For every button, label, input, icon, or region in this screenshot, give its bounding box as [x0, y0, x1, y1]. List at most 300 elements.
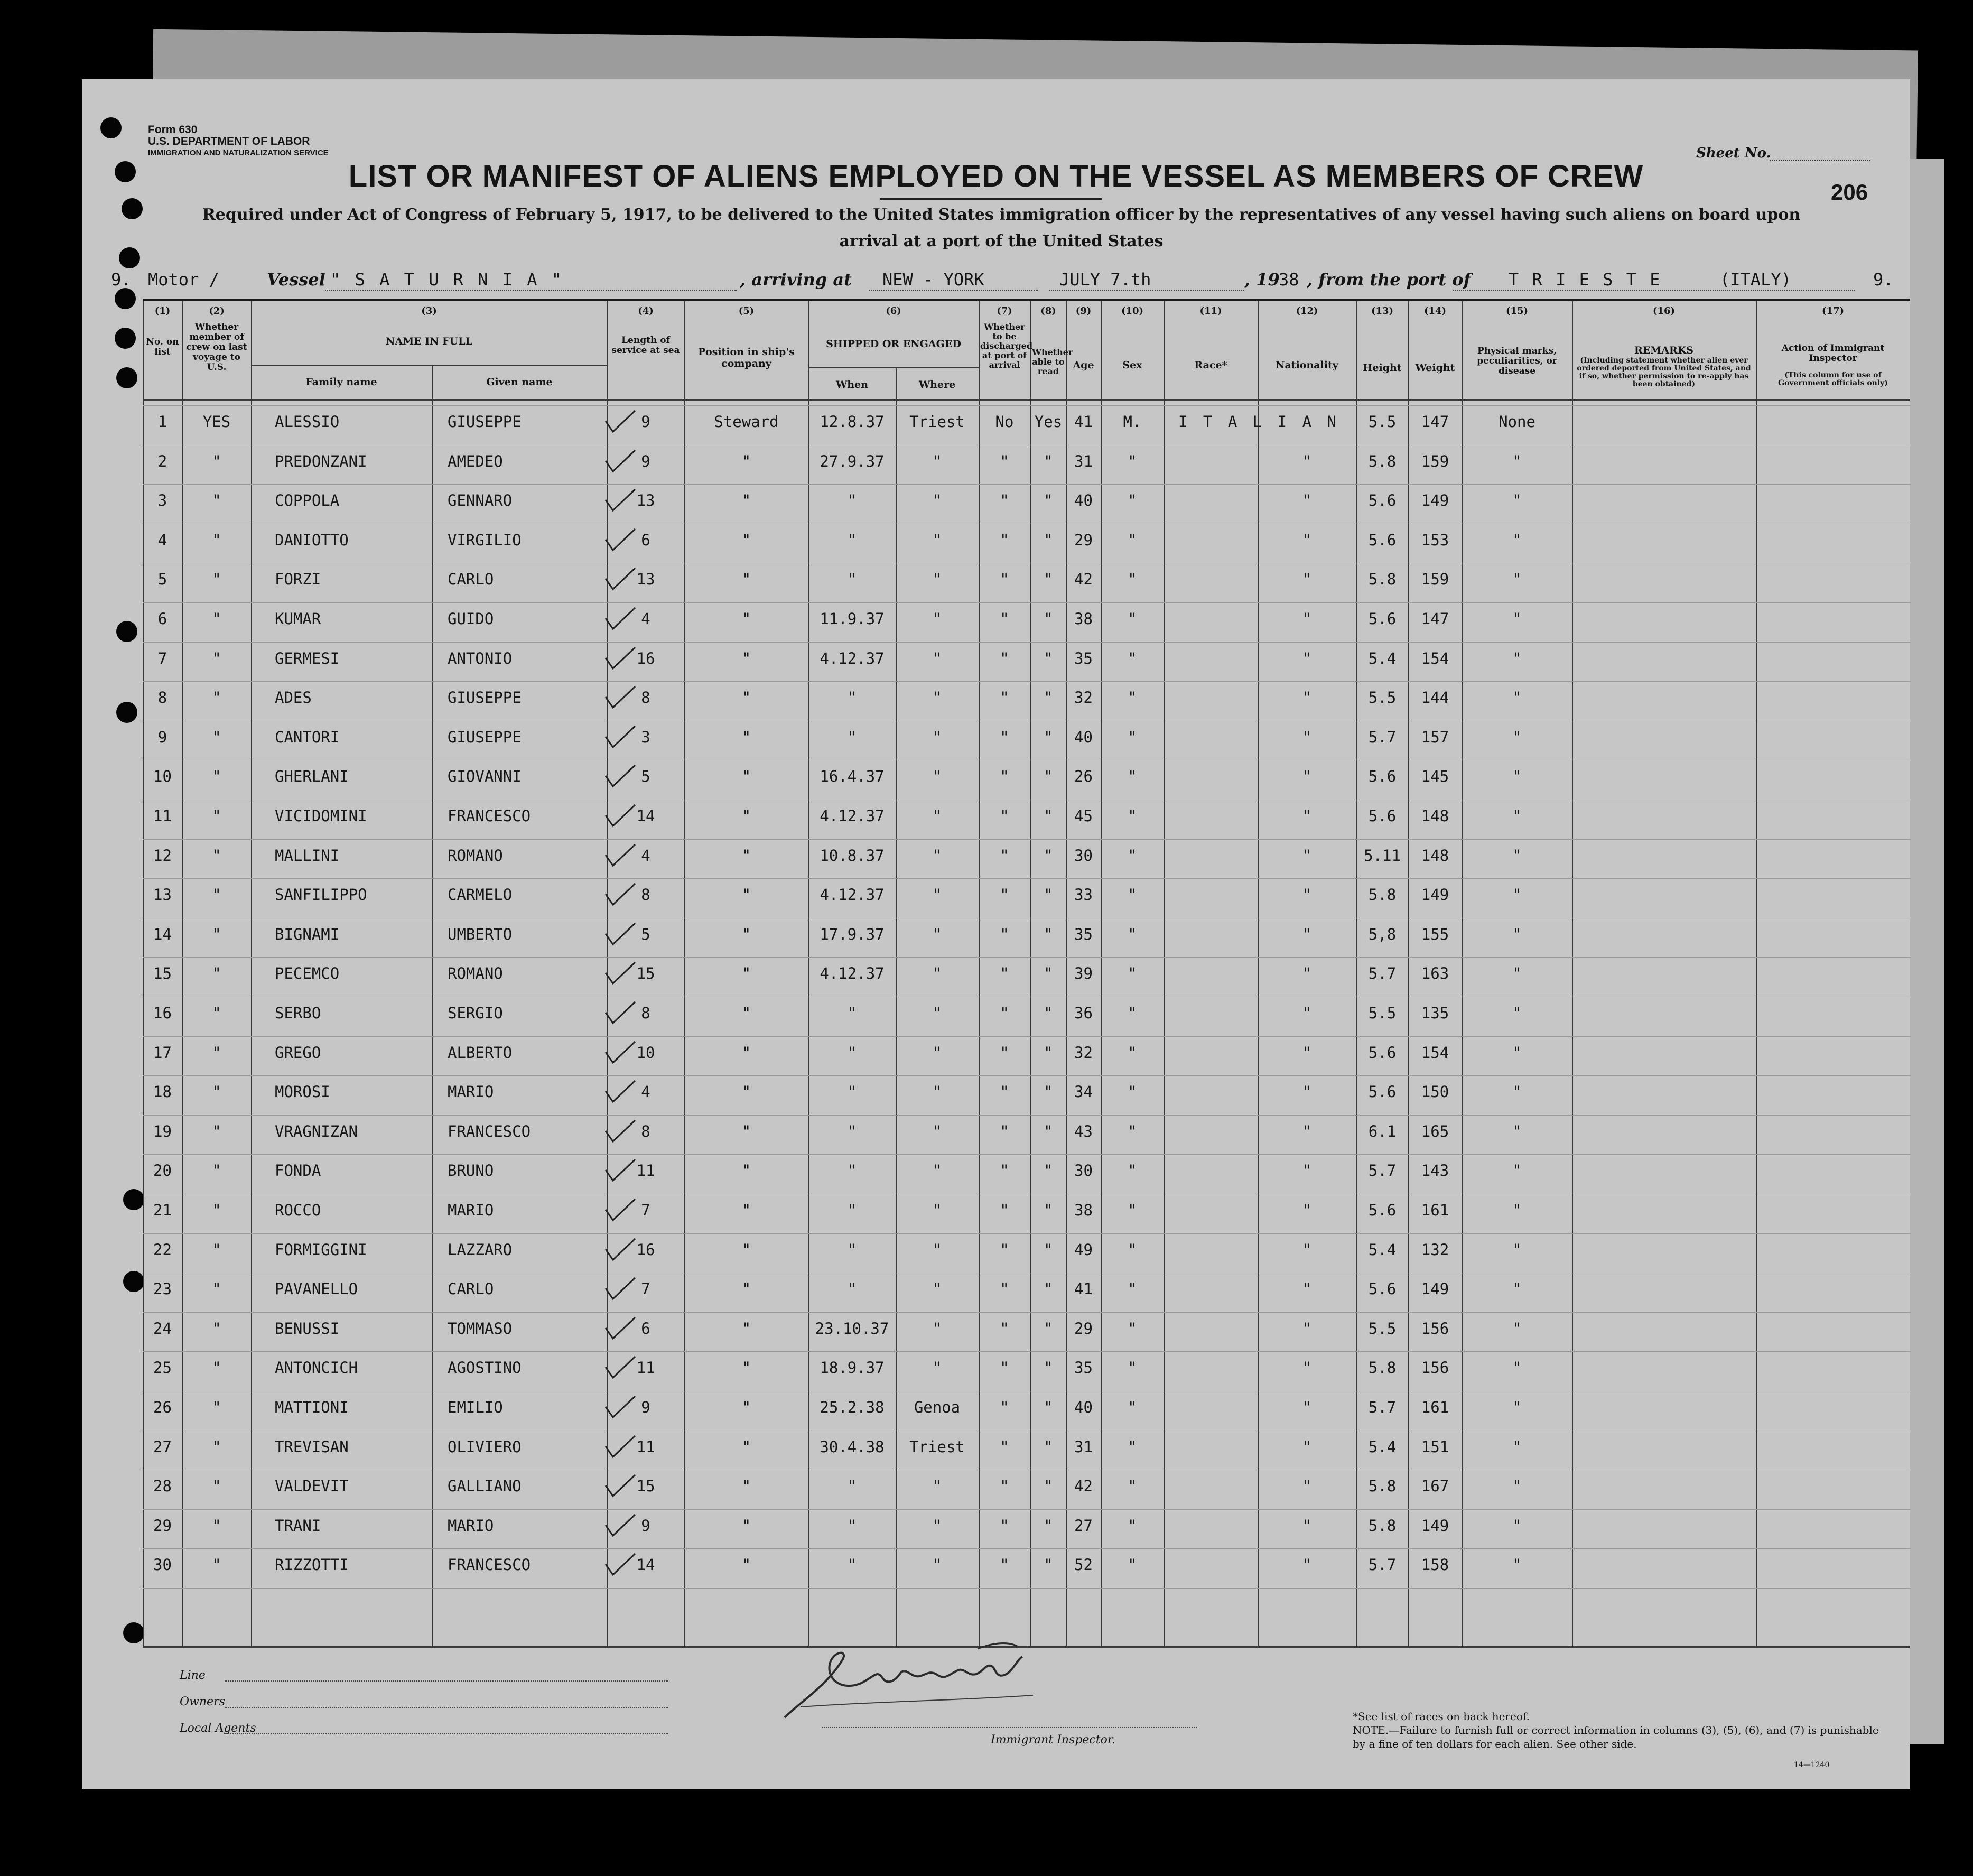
cell-marks: ": [1512, 1083, 1522, 1101]
cell-nat: ": [1302, 925, 1312, 943]
cell-no: 18: [153, 1083, 172, 1101]
cell-prev: ": [212, 767, 221, 785]
cell-discharged: ": [1000, 1241, 1009, 1259]
cell-position: ": [741, 1122, 751, 1140]
check-mark-icon: [602, 1237, 639, 1263]
cell-weight: 132: [1421, 1241, 1449, 1259]
cell-age: 34: [1074, 1083, 1093, 1101]
cell-height: 5,8: [1368, 925, 1397, 943]
cell-age: 52: [1074, 1556, 1093, 1574]
cell-discharged: No: [995, 413, 1014, 431]
cell-service: 16: [636, 649, 655, 667]
cell-prev: ": [212, 1438, 221, 1456]
cell-marks: ": [1512, 531, 1522, 549]
cell-where: ": [932, 1122, 942, 1140]
cell-age: 31: [1074, 1438, 1093, 1456]
cell-given: GIUSEPPE: [448, 413, 522, 431]
cell-prev: ": [212, 1162, 221, 1180]
row-rule: [143, 642, 1910, 643]
check-mark-icon: [602, 842, 639, 869]
cell-given: MARIO: [448, 1517, 494, 1535]
cell-height: 5.7: [1368, 1162, 1397, 1180]
cell-prev: ": [212, 847, 221, 865]
cell-sex: ": [1128, 1201, 1137, 1219]
cell-weight: 147: [1421, 610, 1449, 628]
cell-discharged: ": [1000, 1320, 1009, 1338]
cell-no: 23: [153, 1280, 172, 1298]
cell-when: ": [847, 1556, 857, 1574]
column-number-c2: (2): [209, 305, 225, 317]
cell-position: ": [741, 1517, 751, 1535]
cell-position: Steward: [714, 413, 779, 431]
cell-sex: ": [1128, 886, 1137, 904]
cell-discharged: ": [1000, 1556, 1009, 1574]
cell-height: 5.8: [1368, 1359, 1397, 1377]
cell-read: ": [1044, 728, 1053, 746]
cell-discharged: ": [1000, 649, 1009, 667]
cell-when: 17.9.37: [820, 925, 885, 943]
cell-marks: ": [1512, 1556, 1522, 1574]
column-number-c17: (17): [1821, 305, 1845, 317]
cell-position: ": [741, 1241, 751, 1259]
cell-when: ": [847, 491, 857, 509]
cell-height: 5.7: [1368, 728, 1397, 746]
from-port: T R I E S T E: [1509, 270, 1662, 290]
cell-weight: 149: [1421, 491, 1449, 509]
page-subtitle: Required under Act of Congress of February 5, 1917, to be delivered to the United States immigration officer by the representatives of any vessel having such aliens on board upon arrival at a port of the United States: [202, 206, 1801, 250]
column-subheader-given: Given name: [486, 376, 553, 388]
cell-height: 5.6: [1368, 767, 1397, 785]
cell-discharged: ": [1000, 1359, 1009, 1377]
cell-weight: 165: [1421, 1122, 1449, 1140]
cell-weight: 163: [1421, 964, 1449, 982]
cell-marks: ": [1512, 1320, 1522, 1338]
cell-read: ": [1044, 847, 1053, 865]
header-bottom-rule: [143, 399, 1910, 401]
cell-given: FRANCESCO: [448, 1122, 531, 1140]
cell-when: ": [847, 689, 857, 707]
punch-hole: [122, 198, 143, 219]
cell-weight: 159: [1421, 452, 1449, 470]
cell-given: UMBERTO: [448, 925, 513, 943]
cell-service: 14: [636, 1556, 655, 1574]
row-rule: [143, 1115, 1910, 1116]
check-mark-icon: [602, 960, 639, 987]
cell-nat: ": [1302, 531, 1312, 549]
cell-no: 24: [153, 1320, 172, 1338]
cell-marks: ": [1512, 1517, 1522, 1535]
cell-sex: ": [1128, 925, 1137, 943]
cell-service: 15: [636, 1477, 655, 1495]
cell-no: 6: [157, 610, 167, 628]
cell-height: 5.8: [1368, 570, 1397, 588]
cell-when: ": [847, 1162, 857, 1180]
cell-read: ": [1044, 886, 1053, 904]
check-mark-icon: [602, 1315, 639, 1342]
cell-sex: ": [1128, 1280, 1137, 1298]
cell-position: ": [741, 1201, 751, 1219]
cell-prev: ": [212, 807, 221, 825]
cell-height: 5.11: [1364, 847, 1401, 865]
cell-family: GHERLANI: [275, 767, 349, 785]
cell-height: 6.1: [1368, 1122, 1397, 1140]
cell-given: ANTONIO: [448, 649, 513, 667]
cell-height: 5.4: [1368, 1241, 1397, 1259]
cell-where: ": [932, 1477, 942, 1495]
cell-marks: ": [1512, 1122, 1522, 1140]
cell-weight: 151: [1421, 1438, 1449, 1456]
check-mark-icon: [602, 1434, 639, 1460]
cell-height: 5.5: [1368, 689, 1397, 707]
cell-read: ": [1044, 964, 1053, 982]
cell-marks: ": [1512, 452, 1522, 470]
check-mark-icon: [602, 763, 639, 790]
line-number-left: 9.: [111, 270, 132, 290]
cell-where: ": [932, 1517, 942, 1535]
cell-marks: ": [1512, 1359, 1522, 1377]
cell-height: 5.6: [1368, 1044, 1397, 1062]
cell-sex: ": [1128, 1162, 1137, 1180]
cell-position: ": [741, 1320, 751, 1338]
cell-height: 5.8: [1368, 1517, 1397, 1535]
column-number-c9: (9): [1075, 305, 1092, 317]
cell-when: ": [847, 1044, 857, 1062]
cell-service: 3: [641, 728, 650, 746]
cell-height: 5.7: [1368, 1398, 1397, 1416]
cell-age: 41: [1074, 413, 1093, 431]
column-rule: [432, 365, 433, 1646]
cell-height: 5.8: [1368, 1477, 1397, 1495]
cell-where: ": [932, 1320, 942, 1338]
cell-read: ": [1044, 1083, 1053, 1101]
row-rule: [143, 1233, 1910, 1234]
cell-read: ": [1044, 1359, 1053, 1377]
cell-family: BIGNAMI: [275, 925, 340, 943]
cell-nat: ": [1302, 1438, 1312, 1456]
cell-where: ": [932, 767, 942, 785]
cell-prev: YES: [202, 413, 231, 431]
check-mark-icon: [602, 1079, 639, 1105]
column-number-c5: (5): [738, 305, 755, 317]
cell-given: LAZZARO: [448, 1241, 513, 1259]
cell-age: 36: [1074, 1004, 1093, 1022]
cell-given: AMEDEO: [448, 452, 503, 470]
cell-read: ": [1044, 1477, 1053, 1495]
cell-given: AGOSTINO: [448, 1359, 522, 1377]
cell-family: TRANI: [275, 1517, 321, 1535]
cell-prev: ": [212, 610, 221, 628]
cell-nat: ": [1302, 452, 1312, 470]
cell-no: 19: [153, 1122, 172, 1140]
column-header-c12: Nationality: [1276, 359, 1338, 371]
cell-marks: ": [1512, 886, 1522, 904]
cell-given: MARIO: [448, 1201, 494, 1219]
cell-prev: ": [212, 1122, 221, 1140]
cell-given: GIOVANNI: [448, 767, 522, 785]
cell-prev: ": [212, 1280, 221, 1298]
column-rule: [1572, 301, 1573, 1646]
vessel-line: [108, 264, 1894, 296]
cell-where: ": [932, 1241, 942, 1259]
row-rule: [143, 1351, 1910, 1352]
column-header-c16: REMARKS: [1634, 345, 1694, 356]
arrival-year: 38: [1279, 270, 1299, 290]
cell-read: ": [1044, 689, 1053, 707]
cell-nat: ": [1302, 689, 1312, 707]
column-header-c6: SHIPPED OR ENGAGED: [826, 338, 961, 350]
cell-height: 5.6: [1368, 1201, 1397, 1219]
cell-prev: ": [212, 1241, 221, 1259]
cell-sex: ": [1128, 689, 1137, 707]
cell-read: ": [1044, 807, 1053, 825]
cell-height: 5.6: [1368, 1083, 1397, 1101]
cell-given: ROMANO: [448, 847, 503, 865]
cell-when: ": [847, 1280, 857, 1298]
cell-when: ": [847, 570, 857, 588]
cell-height: 5.6: [1368, 491, 1397, 509]
cell-no: 27: [153, 1438, 172, 1456]
cell-service: 6: [641, 531, 650, 549]
cell-family: ANTONCICH: [275, 1359, 358, 1377]
cell-position: ": [741, 610, 751, 628]
column-header-c11: Race*: [1194, 359, 1227, 371]
cell-sex: ": [1128, 531, 1137, 549]
cell-family: COPPOLA: [275, 491, 340, 509]
cell-height: 5.5: [1368, 413, 1397, 431]
cell-age: 38: [1074, 1201, 1093, 1219]
cell-position: ": [741, 886, 751, 904]
column-header-c14: Weight: [1415, 362, 1455, 374]
arrival-date: JULY 7.th: [1059, 270, 1151, 290]
cell-position: ": [741, 767, 751, 785]
cell-height: 5.7: [1368, 1556, 1397, 1574]
cell-discharged: ": [1000, 1477, 1009, 1495]
vessel-label: Vessel: [267, 270, 325, 290]
cell-when: 23.10.37: [815, 1320, 889, 1338]
cell-nat: ": [1302, 1280, 1312, 1298]
cell-height: 5.6: [1368, 807, 1397, 825]
cell-discharged: ": [1000, 767, 1009, 785]
cell-age: 32: [1074, 1044, 1093, 1062]
cell-weight: 156: [1421, 1320, 1449, 1338]
form-number: Form 630 U.S. DEPARTMENT OF LABOR IMMIGRATION AND NATURALIZATION SERVICE: [148, 124, 329, 157]
cell-prev: ": [212, 531, 221, 549]
cell-discharged: ": [1000, 1044, 1009, 1062]
cell-age: 35: [1074, 1359, 1093, 1377]
cell-no: 8: [157, 689, 167, 707]
cell-service: 16: [636, 1241, 655, 1259]
row-rule: [143, 405, 1910, 406]
cell-position: ": [741, 1398, 751, 1416]
cell-weight: 143: [1421, 1162, 1449, 1180]
cell-given: MARIO: [448, 1083, 494, 1101]
cell-marks: ": [1512, 925, 1522, 943]
cell-marks: ": [1512, 1280, 1522, 1298]
cell-position: ": [741, 649, 751, 667]
cell-age: 45: [1074, 807, 1093, 825]
cell-service: 10: [636, 1044, 655, 1062]
cell-given: CARMELO: [448, 886, 513, 904]
cell-where: ": [932, 807, 942, 825]
cell-when: ": [847, 1241, 857, 1259]
cell-family: TREVISAN: [275, 1438, 349, 1456]
cell-discharged: ": [1000, 570, 1009, 588]
check-mark-icon: [602, 566, 639, 592]
cell-prev: ": [212, 689, 221, 707]
cell-weight: 148: [1421, 807, 1449, 825]
punch-hole: [123, 1271, 144, 1292]
cell-where: ": [932, 847, 942, 865]
cell-height: 5.5: [1368, 1004, 1397, 1022]
row-rule: [143, 484, 1910, 485]
column-number-c8: (8): [1040, 305, 1056, 317]
cell-read: ": [1044, 1241, 1053, 1259]
cell-no: 16: [153, 1004, 172, 1022]
vessel-type: Motor /: [148, 270, 219, 290]
cell-where: ": [932, 649, 942, 667]
check-mark-icon: [602, 724, 639, 750]
cell-read: ": [1044, 491, 1053, 509]
cell-where: ": [932, 925, 942, 943]
cell-marks: ": [1512, 689, 1522, 707]
cell-when: ": [847, 1517, 857, 1535]
check-mark-icon: [602, 487, 639, 514]
cell-given: FRANCESCO: [448, 1556, 531, 1574]
row-rule: [143, 1036, 1910, 1037]
cell-family: ALESSIO: [275, 413, 340, 431]
column-subheader-when: When: [835, 379, 869, 391]
cell-age: 30: [1074, 847, 1093, 865]
column-number-c7: (7): [997, 305, 1012, 317]
cell-age: 31: [1074, 452, 1093, 470]
cell-position: ": [741, 1477, 751, 1495]
check-mark-icon: [602, 1197, 639, 1223]
cell-family: ADES: [275, 689, 312, 707]
cell-weight: 149: [1421, 886, 1449, 904]
cell-no: 7: [157, 649, 167, 667]
cell-nat: ": [1302, 807, 1312, 825]
cell-service: 9: [641, 1398, 650, 1416]
cell-age: 32: [1074, 689, 1093, 707]
check-mark-icon: [602, 645, 639, 672]
column-header-c10: Sex: [1122, 359, 1142, 371]
cell-sex: ": [1128, 452, 1137, 470]
check-mark-icon: [602, 881, 639, 908]
row-rule: [143, 681, 1910, 682]
cell-where: ": [932, 610, 942, 628]
cell-service: 9: [641, 452, 650, 470]
local-agents-field: [225, 1733, 668, 1734]
cell-read: ": [1044, 1320, 1053, 1338]
fine-note: NOTE.—Failure to furnish full or correct information in columns (3), (5), (6), and (7) is punishable by a fine of ten dollars for each alien. See other side.: [1353, 1724, 1879, 1750]
cell-when: 11.9.37: [820, 610, 885, 628]
check-mark-icon: [602, 1276, 639, 1302]
cell-weight: 161: [1421, 1398, 1449, 1416]
from-port-label: , from the port of: [1307, 270, 1471, 290]
cell-service: 13: [636, 570, 655, 588]
cell-age: 40: [1074, 491, 1093, 509]
cell-service: 8: [641, 1004, 650, 1022]
cell-discharged: ": [1000, 1517, 1009, 1535]
column-subheader-where: Where: [918, 379, 956, 391]
cell-position: ": [741, 1556, 751, 1574]
cell-where: ": [932, 886, 942, 904]
cell-where: ": [932, 1083, 942, 1101]
column-rule: [1164, 301, 1165, 1646]
cell-no: 11: [153, 807, 172, 825]
cell-no: 9: [157, 728, 167, 746]
cell-read: Yes: [1034, 413, 1063, 431]
cell-sex: ": [1128, 649, 1137, 667]
cell-service: 15: [636, 964, 655, 982]
cell-prev: ": [212, 964, 221, 982]
cell-age: 42: [1074, 570, 1093, 588]
cell-read: ": [1044, 452, 1053, 470]
cell-discharged: ": [1000, 1438, 1009, 1456]
column-number-c13: (13): [1371, 305, 1394, 317]
cell-family: VICIDOMINI: [275, 807, 367, 825]
cell-sex: ": [1128, 610, 1137, 628]
cell-family: VALDEVIT: [275, 1477, 349, 1495]
row-rule: [143, 957, 1910, 958]
cell-marks: ": [1512, 807, 1522, 825]
cell-marks: ": [1512, 1162, 1522, 1180]
owners-label: Owners: [180, 1695, 225, 1708]
cell-position: ": [741, 570, 751, 588]
cell-family: FORZI: [275, 570, 321, 588]
check-mark-icon: [602, 1039, 639, 1066]
cell-where: ": [932, 689, 942, 707]
cell-no: 5: [157, 570, 167, 588]
cell-weight: 157: [1421, 728, 1449, 746]
cell-no: 29: [153, 1517, 172, 1535]
cell-sex: ": [1128, 847, 1137, 865]
cell-when: 18.9.37: [820, 1359, 885, 1377]
row-rule: [143, 1509, 1910, 1510]
cell-prev: ": [212, 1083, 221, 1101]
cell-service: 8: [641, 1122, 650, 1140]
cell-where: ": [932, 1280, 942, 1298]
check-mark-icon: [602, 527, 639, 553]
cell-sex: ": [1128, 1122, 1137, 1140]
cell-no: 21: [153, 1201, 172, 1219]
cell-marks: ": [1512, 1004, 1522, 1022]
punch-hole: [123, 1622, 144, 1643]
column-rule: [251, 301, 252, 1646]
cell-race: I T A L I A N: [1178, 413, 1339, 431]
local-agents-label: Local Agents: [180, 1722, 256, 1735]
cell-service: 13: [636, 491, 655, 509]
cell-discharged: ": [1000, 807, 1009, 825]
cell-discharged: ": [1000, 1122, 1009, 1140]
cell-age: 29: [1074, 531, 1093, 549]
cell-height: 5.6: [1368, 610, 1397, 628]
cell-prev: ": [212, 1517, 221, 1535]
cell-discharged: ": [1000, 1004, 1009, 1022]
cell-when: ": [847, 1004, 857, 1022]
cell-marks: ": [1512, 767, 1522, 785]
column-number-c14: (14): [1423, 305, 1447, 317]
cell-nat: ": [1302, 1083, 1312, 1101]
cell-age: 27: [1074, 1517, 1093, 1535]
cell-marks: ": [1512, 1477, 1522, 1495]
cell-given: ALBERTO: [448, 1044, 513, 1062]
cell-position: ": [741, 1438, 751, 1456]
cell-marks: ": [1512, 964, 1522, 982]
cell-no: 28: [153, 1477, 172, 1495]
cell-where: ": [932, 1162, 942, 1180]
cell-family: BENUSSI: [275, 1320, 340, 1338]
